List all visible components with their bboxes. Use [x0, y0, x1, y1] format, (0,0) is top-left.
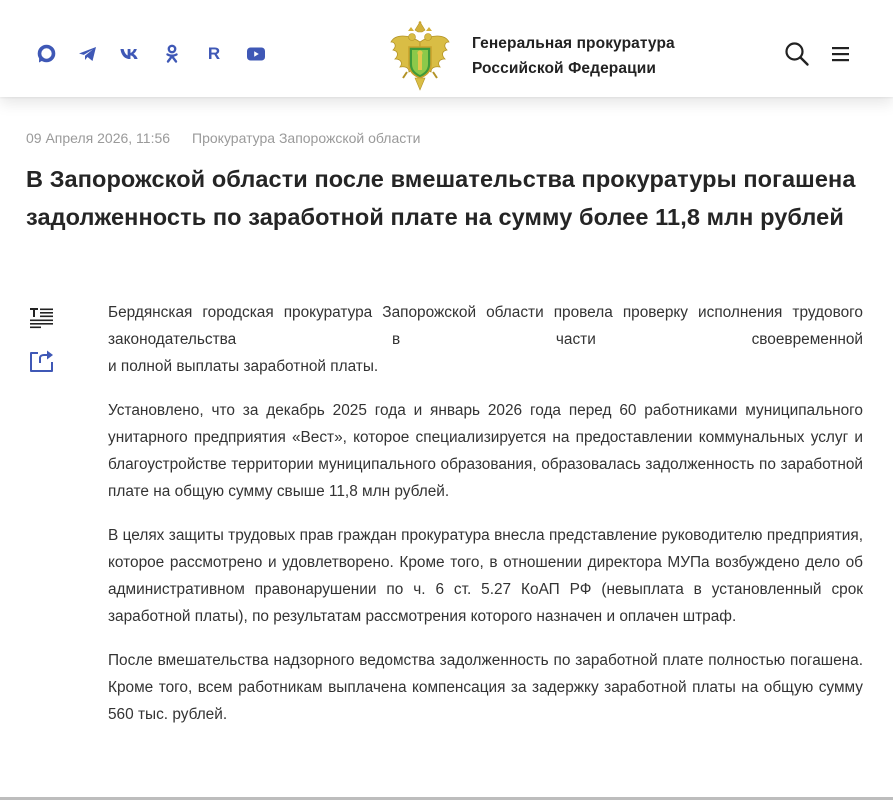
social-links [36, 44, 288, 64]
rutube-icon[interactable] [204, 44, 224, 64]
prosecutor-emblem-icon [387, 20, 453, 92]
article-paragraph-4: После вмешательства надзорного ведомства задолженность по заработной плате полностью погашена. Кроме того, всем работникам выплачена компенсация за задержку заработной платы на общую сумму 560 тыс. рублей. [108, 652, 863, 723]
header-tools [783, 40, 855, 68]
brand-title [472, 31, 675, 81]
article-paragraph-1 [108, 299, 863, 380]
article-source-link[interactable]: Прокуратура Запорожской области [192, 130, 421, 146]
telegram-icon[interactable] [78, 44, 98, 64]
youtube-icon[interactable] [246, 44, 266, 64]
article-date: 09 Апреля 2026, 11:56 [26, 130, 171, 146]
text-version-button[interactable] [28, 305, 56, 333]
odnoklassniki-icon[interactable] [162, 44, 182, 64]
article-body [108, 299, 863, 745]
max-messenger-icon[interactable] [36, 44, 56, 64]
hamburger-menu-icon [831, 45, 851, 63]
site-header [0, 0, 893, 97]
search-icon [784, 41, 810, 67]
menu-button[interactable] [827, 40, 855, 68]
vk-icon[interactable] [120, 44, 140, 64]
paragraph-1-line-1: Бердянская городская прокуратура Запорожской области провела проверку исполнения трудового законодательства в части своевременной [108, 304, 863, 348]
article-paragraph-2: Установлено, что за декабрь 2025 года и январь 2026 года перед 60 работниками муниципального унитарного предприятия «Вест», которое специализируется на предоставлении коммунальных услуг и благоустройстве территории муниципального образования, образовалась задолженность по заработной плате на общую сумму свыше 11,8 млн рублей. [108, 402, 863, 500]
brand-title-line2: Российской Федерации [472, 60, 656, 77]
brand-title-line1: Генеральная прокуратура [472, 35, 675, 52]
article-title: В Запорожской области после вмешательства прокуратуры погашена задолженность по заработной плате на сумму более 11,8 млн рублей [26, 166, 856, 230]
share-icon [28, 348, 56, 374]
article-paragraph-3: В целях защиты трудовых прав граждан прокуратура внесла представление руководителю предприятия, которое рассмотрено и удовлетворено. Кроме того, в отношении директора МУПа возбуждено дело об административном правонарушении по ч. 6 ст. 5.27 КоАП РФ (невыплата в установленный срок заработной платы), по результатам рассмотрения которого назначен и оплачен штраф. [108, 527, 863, 625]
text-version-icon [29, 307, 55, 331]
site-logo-link[interactable] [387, 20, 675, 92]
article-meta [26, 130, 420, 146]
rutube-label: R [207, 44, 221, 63]
paragraph-1-line-2: и полной выплаты заработной платы. [108, 358, 379, 375]
share-button[interactable] [28, 347, 56, 375]
article-side-tools [28, 305, 56, 389]
search-button[interactable] [783, 40, 811, 68]
